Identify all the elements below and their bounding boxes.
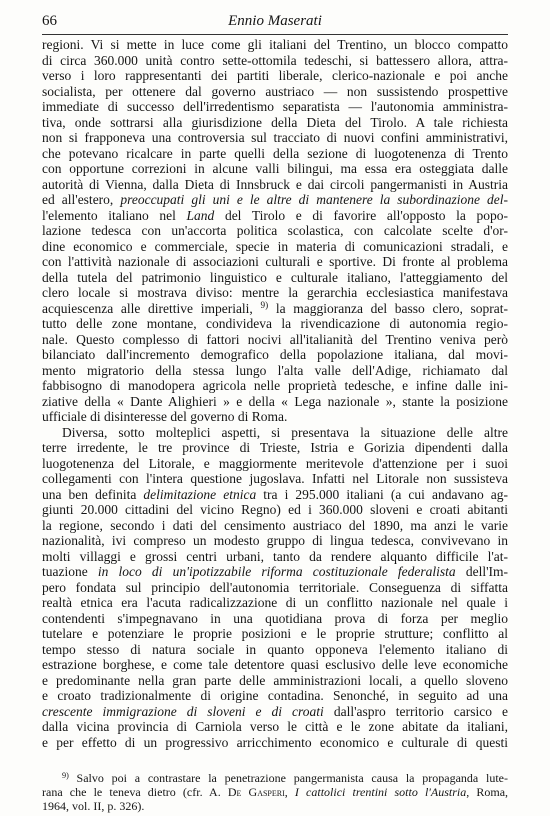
text-line: crescente immigrazione di sloveni e di croati dall'aspro territorio carsico e [42, 703, 508, 719]
text-line: l'elemento italiano nel Land del Tirolo e di favorire all'opposto la popo- [42, 207, 509, 223]
text-line: nazionalità, ivi compreso un modesto gruppo di lingua tedesca, convivevano in [42, 533, 508, 548]
text-line: collegamenti con l'intera questione jugoslava. Infatti nel Litorale non sussisteva [42, 471, 508, 486]
text-line: mento migratorio della stessa lungo l'alta valle dell'Adige, richiamato dal [42, 362, 508, 378]
text-line: autorità di Vienna, dalla Dieta di Innsbruck e dai circoli pangermanisti in Austria [42, 176, 508, 192]
text-line: giunti 20.000 cittadini del vicino Regno) ed i 360.000 sloveni e croati abitanti [42, 502, 508, 517]
text-line: dalla vicina provincia di Carniola verso le città e le zone abitate da italiani, [42, 719, 508, 734]
text-line: e predominante nella gran parte delle amministrazioni locali, a quello sloveno [42, 672, 508, 688]
text-line: regioni. Vi si mette in luce come gli italiani del Trentino, un blocco compatto [42, 37, 508, 52]
text-line: socialista, per ottenere dal governo austriaco — non sussistendo prospettive [42, 83, 508, 99]
footnote-marker: 9) [62, 771, 69, 781]
italic-text: preoccupati gli uni e le altre di mantenere la subordinazione del- [120, 192, 508, 207]
text-line: ziative della « Dante Alighieri » e della « Lega nazionale », stante la posizione [42, 393, 508, 409]
italic-text: I cattolici trentini sotto l'Austria [294, 785, 467, 799]
body-paragraph [42, 425, 508, 751]
text-line: verso i loro rappresentanti dei partiti liberale, clerico-nazionale e poi anche [42, 68, 508, 83]
page-number: 66 [42, 13, 57, 29]
text-line: della tutela del patrimonio linguistico e culturale italiano, l'atteggiamento del [42, 269, 508, 285]
text-line: molti villaggi e grossi centri urbani, tanto da rendere alquanto difficile l'at- [42, 548, 508, 564]
text-line: nale. Questo complesso di fattori nocivi all'italianità del Trentino veniva però [42, 331, 508, 347]
text-line: tiva, onde sottrarsi alla giurisdizione della Dieta del Tirolo. A tale richiesta [42, 114, 508, 130]
text-line: bilanciato dall'incremento demografico della popolazione italiana, dal movi- [42, 347, 508, 362]
text-line: tuazione in loco di un'ipotizzabile riforma costituzionale federalista dell'Im- [42, 564, 509, 579]
text-line: con l'attività nazionale di associazioni culturali e sportive. Di fronte al problema [42, 254, 508, 269]
text-line: lazione tedesca con un'accorta politica scolastica, con calcolate scelte d'or- [42, 223, 508, 238]
text-line: 1964, vol. II, p. 326). [42, 799, 145, 813]
footnote [42, 771, 508, 813]
running-title: Ennio Maserati [228, 13, 322, 29]
text-line: luogotenenza del Litorale, e maggiormente meritevole d'attenzione per i suoi [42, 455, 508, 471]
text-line: clero locale si mostrava diviso: mentre la gerarchia ecclesiastica manifestava [42, 285, 508, 300]
italic-text: Land [186, 207, 215, 223]
text-line: Diversa, sotto molteplici aspetti, si presentava la situazione delle altre [62, 424, 508, 440]
text-line: che potevano ricalcare in parte quelli della sezione di luogotenenza di Trento [42, 145, 508, 161]
italic-text: crescente immigrazione di sloveni e di croati [42, 703, 324, 719]
text-line: di circa 360.000 unità contro sette-ottomila tedeschi, si battessero allora, attra- [42, 52, 508, 68]
text-line: realtà etnica era l'acuta radicalizzazione di un conflitto nazionale nel quale i [42, 595, 508, 610]
italic-text: in loco di un'ipotizzabile riforma costituzionale federalista [97, 564, 456, 579]
page-header [42, 11, 508, 31]
text-line: pero fondata sul principio dell'autonomia territoriale. Conseguenza di siffatta [42, 579, 508, 595]
text-line: non si frapponeva una controversia sul tracciato di nuovi confini amministrativi, [42, 130, 508, 145]
text-line: la regione, secondo i dati del censimento austriaco del 1890, ma anzi le varie [42, 517, 508, 533]
text-line: estrazione borghese, e come tale detentore quasi esclusivo delle leve economiche [42, 657, 508, 672]
text-line: acquiescenza alle direttive imperiali, $^{9)}$ la maggioranza del basso clero, soprat- [42, 300, 509, 316]
text-line: contendenti s'impegnavano in una quotidiana prova di forza per meglio [42, 610, 508, 626]
text-line: e per effetto di un progressivo arricchimento economico e culturale di questi [42, 734, 508, 750]
body-paragraph [42, 37, 508, 425]
text-line: ed all'estero, preoccupati gli uni e le altre di mantenere la subordinazione del- [42, 192, 508, 207]
text-line: immediate di successo dell'irredentismo separatista — l'autonomia amministra- [42, 99, 508, 114]
text-line: dine economico e commerciale, specie in materia di comunicazioni stradali, e [42, 238, 508, 254]
main-text [42, 37, 508, 750]
text-line: e croato tradizionalmente di origine contadina. Senonché, in seguito ad una [42, 688, 508, 703]
footnote-marker: 9) [260, 300, 269, 311]
italic-text: delimitazione etnica [143, 486, 257, 502]
text-line: terre irredente, le tre province di Trieste, Istria e Gorizia dipendenti dalla [42, 440, 508, 455]
text-line: $^{9)}$ Salvo poi a contrastare la penetrazione pangermanista causa la propaganda lute- [62, 771, 508, 785]
text-line: ufficiale di disinteresse del governo di Roma. [42, 409, 288, 424]
text-line: tutto delle zone montane, condivideva la rivendicazione di autonomia regio- [42, 316, 508, 331]
text-line: con opportune correzioni in alcune valli bilingui, ma essa era osteggiata dalle [42, 161, 508, 176]
text-line: fabbisogno di manodopera agricola nelle proprietà tedesche, e infine dalle ini- [42, 378, 508, 393]
text-line: una ben definita delimitazione etnica tra i 295.000 italiani (a cui andavano ag- [42, 486, 508, 502]
small-caps-text: De Gasperi [227, 785, 285, 799]
text-line: rana che le teneva dietro (cfr. A. De Gasperi, I cattolici trentini sotto l'Austria, Roma, [42, 785, 509, 799]
text-line: tempo stesso di natura sociale in quanto opponeva l'elemento italiano di [42, 641, 508, 657]
header-rule [42, 34, 508, 35]
text-line: tutelare e potenziare le proprie posizioni e le proprie strutture; conflitto al [42, 626, 508, 641]
